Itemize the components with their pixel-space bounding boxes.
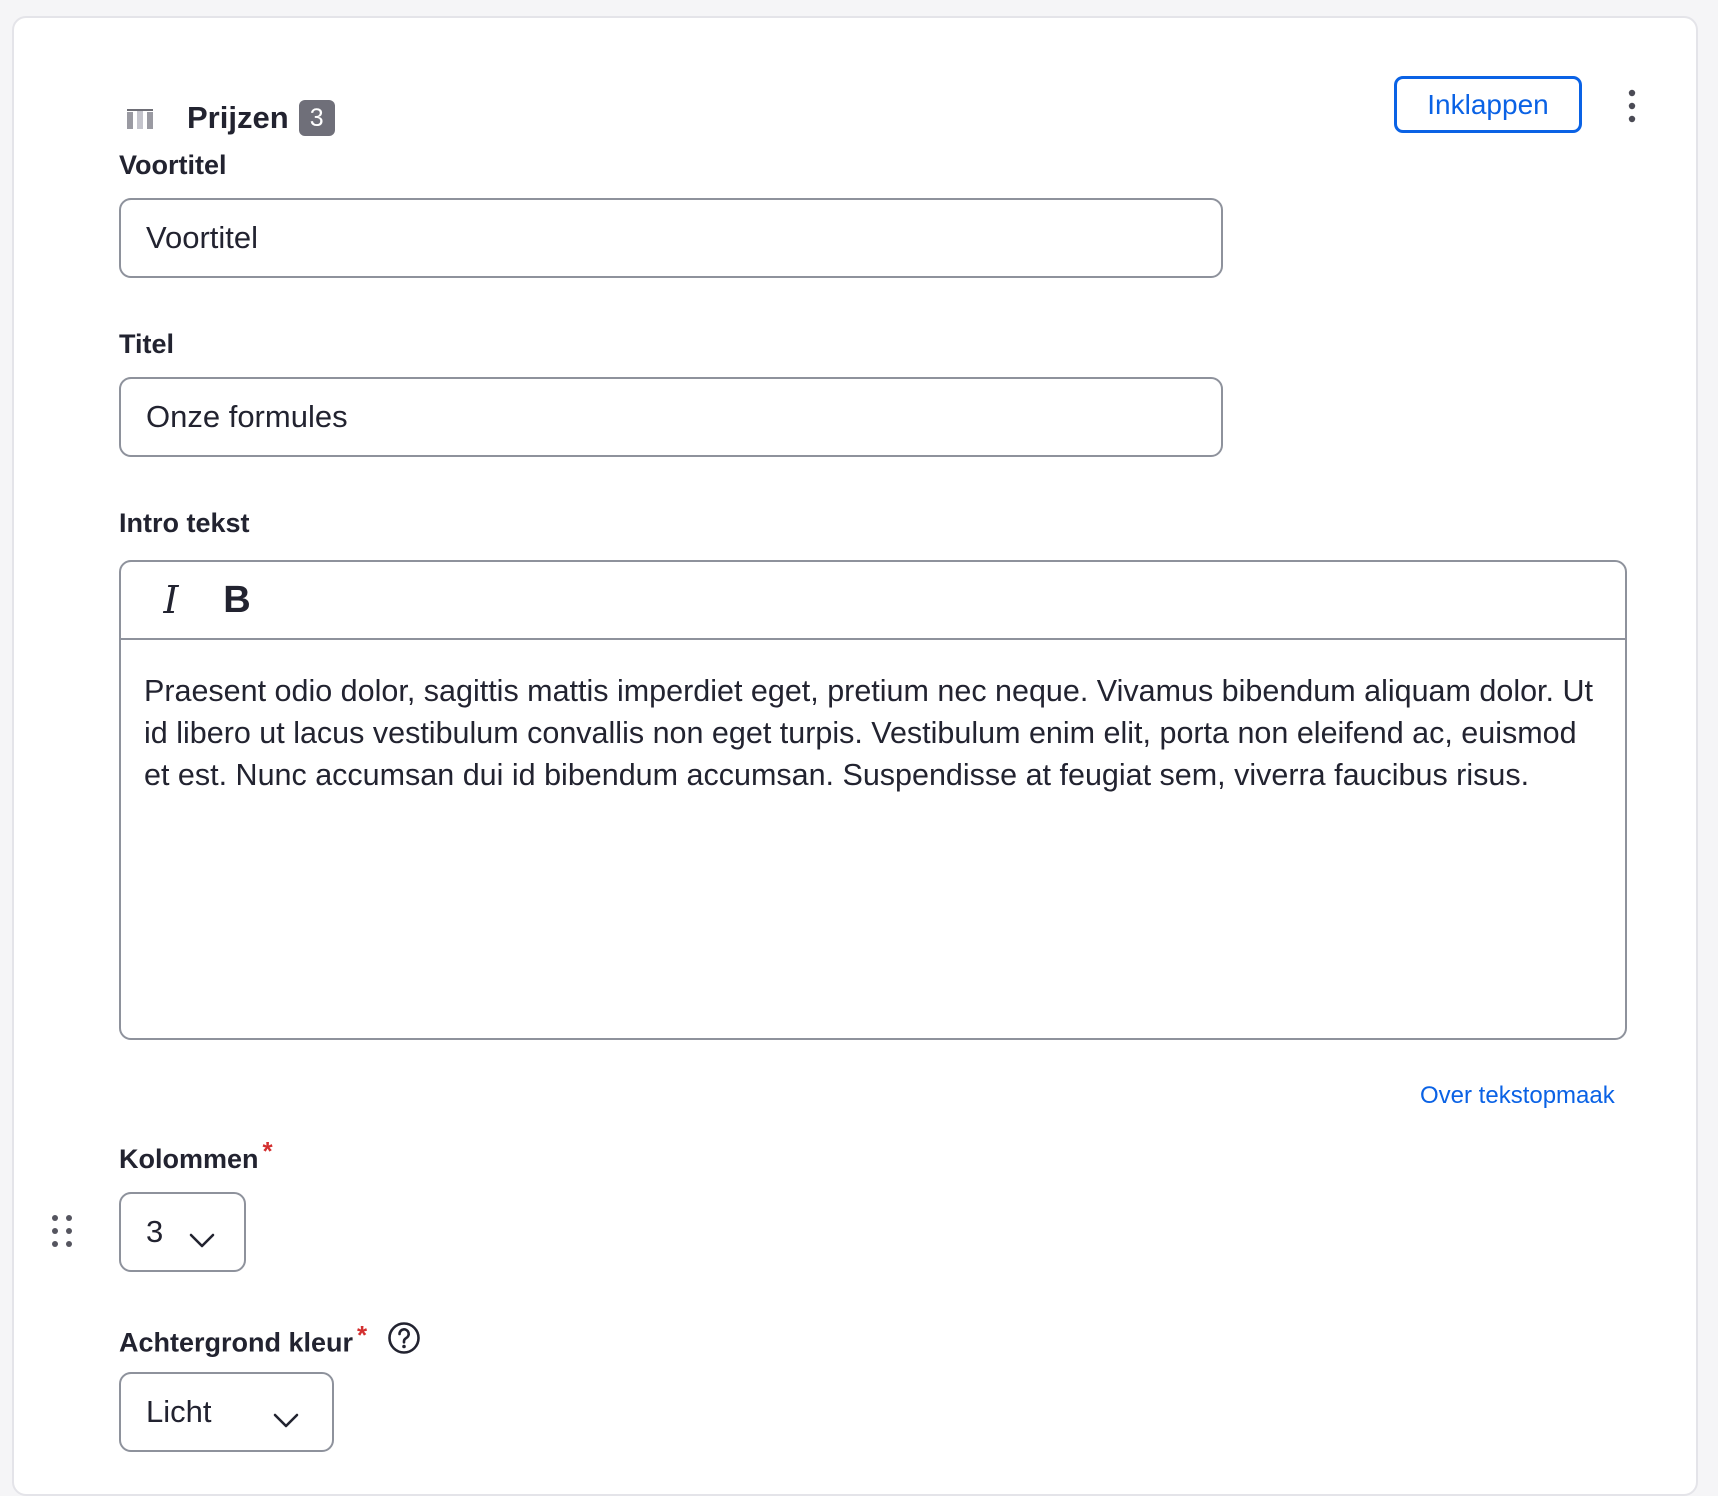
background-select[interactable] bbox=[119, 1372, 334, 1452]
paragraph-header bbox=[127, 88, 335, 148]
italic-button[interactable]: I bbox=[163, 578, 179, 622]
text-format-link[interactable]: Over tekstopmaak bbox=[1420, 1082, 1615, 1109]
intro-label: Intro tekst bbox=[119, 508, 250, 538]
drag-handle-icon[interactable] bbox=[50, 1214, 74, 1248]
columns-label-text: Kolommen bbox=[119, 1144, 259, 1174]
columns-select[interactable] bbox=[119, 1192, 246, 1272]
chevron-down-icon bbox=[189, 1221, 215, 1257]
pretitle-label: Voortitel bbox=[119, 150, 227, 180]
intro-editor[interactable] bbox=[119, 560, 1627, 1040]
paragraph-title: Prijzen bbox=[187, 100, 289, 135]
background-label bbox=[119, 1319, 421, 1365]
intro-text[interactable]: Praesent odio dolor, sagittis mattis imperdiet eget, pretium nec neque. Vivamus bibendum aliquam dolor. Ut id libero ut lacus vestibulum convallis non eget turpis. Vestibulum enim elit, porta non eleifend ac, euismod et est. Nunc accumsan dui id bibendum accumsan. Suspendisse at feugiat sem, viverra faucibus risus. bbox=[144, 674, 1593, 792]
editor-toolbar bbox=[121, 562, 1625, 640]
paragraph-card bbox=[12, 16, 1698, 1496]
columns-select-value: 3 bbox=[146, 1214, 164, 1249]
bold-button[interactable]: B bbox=[223, 578, 251, 621]
count-badge: 3 bbox=[299, 100, 335, 136]
title-input[interactable]: Onze formules bbox=[119, 377, 1223, 457]
chevron-down-icon bbox=[273, 1401, 299, 1437]
background-select-value: Licht bbox=[146, 1394, 212, 1429]
help-icon[interactable] bbox=[387, 1321, 421, 1362]
kebab-menu-icon[interactable] bbox=[1622, 86, 1642, 126]
collapse-button[interactable]: Inklappen bbox=[1394, 76, 1582, 133]
required-marker: * bbox=[357, 1319, 368, 1350]
pretitle-input[interactable]: Voortitel bbox=[119, 198, 1223, 278]
columns-icon bbox=[127, 105, 167, 131]
title-label: Titel bbox=[119, 329, 175, 359]
background-label-text: Achtergrond kleur bbox=[119, 1327, 354, 1358]
columns-label bbox=[119, 1136, 273, 1175]
required-marker: * bbox=[262, 1136, 273, 1166]
